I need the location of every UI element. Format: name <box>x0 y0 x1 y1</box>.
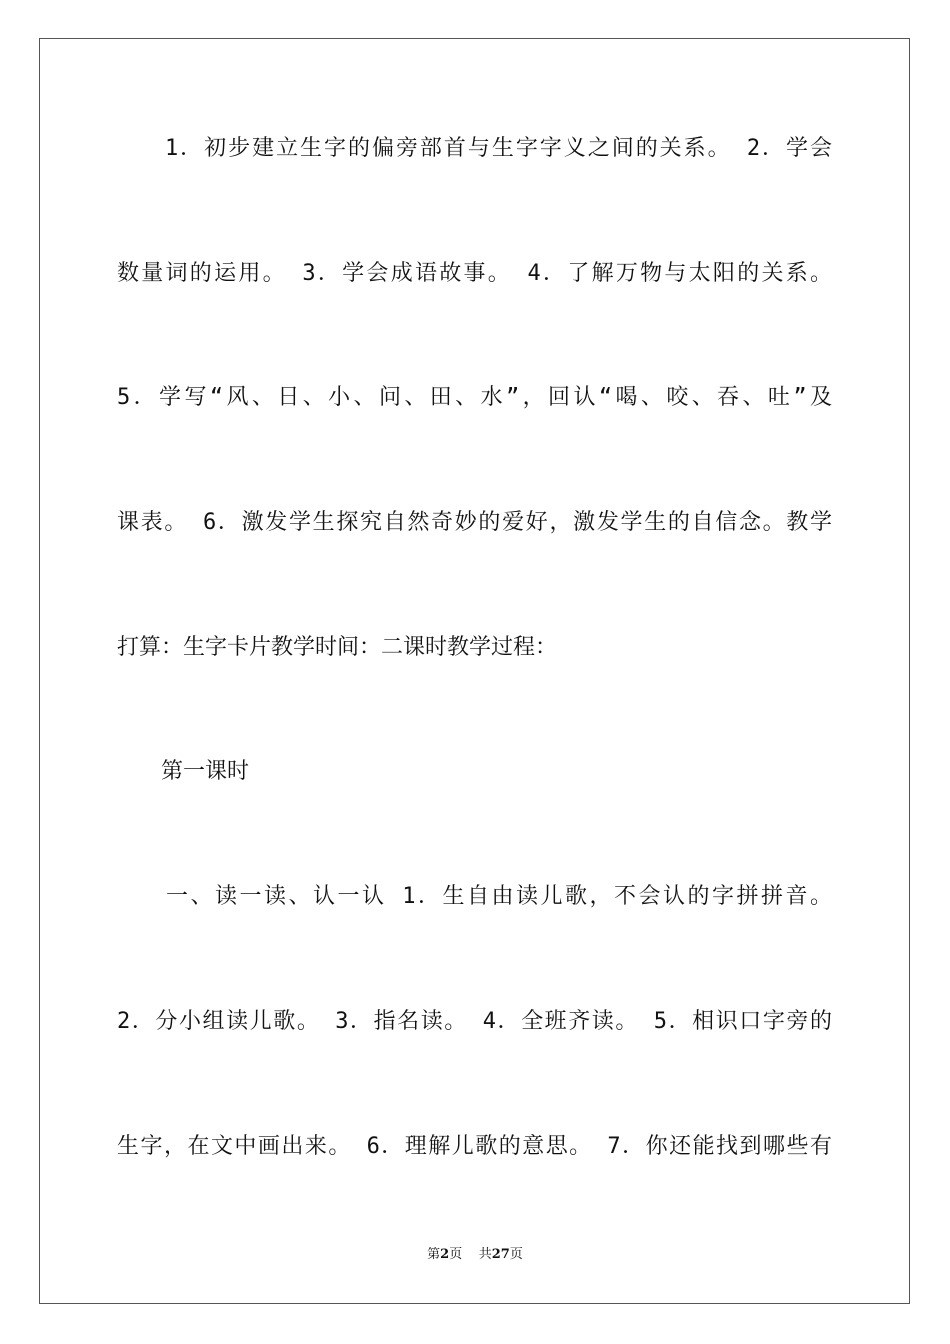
body-line-2: 数量词的运用。 3．学会成语故事。 4．了解万物与太阳的关系。 <box>117 261 832 286</box>
lesson-heading: 第一课时 <box>117 759 250 784</box>
footer-total-pages: 27 <box>491 1247 510 1262</box>
body-line-7: 一、读一读、认一认 1．生自由读儿歌，不会认的字拼拼音。 <box>117 884 832 909</box>
footer-page-unit: 页 <box>449 1247 463 1262</box>
body-line-8: 2．分小组读儿歌。 3．指名读。 4．全班齐读。 5．相识口字旁的 <box>117 1009 832 1034</box>
footer-total-unit: 页 <box>509 1247 523 1262</box>
body-line-5: 打算：生字卡片教学时间：二课时教学过程： <box>117 635 558 660</box>
body-line-3: 5．学写“风、日、小、问、田、水”，回认“喝、咬、吞、吐”及 <box>117 385 832 410</box>
footer-total-prefix: 共 <box>478 1247 492 1262</box>
body-line-1: 1．初步建立生字的偏旁部首与生字字义之间的关系。 2．学会 <box>117 136 832 161</box>
footer-prefix: 第 <box>427 1247 441 1262</box>
body-line-9: 生字，在文中画出来。 6．理解儿歌的意思。 7．你还能找到哪些有 <box>117 1134 832 1159</box>
page-frame <box>39 38 910 1304</box>
footer-current-page: 2 <box>440 1247 450 1262</box>
body-line-4: 课表。 6．激发学生探究自然奇妙的爱好，激发学生的自信念。教学 <box>117 510 832 535</box>
page-footer <box>0 1247 950 1263</box>
